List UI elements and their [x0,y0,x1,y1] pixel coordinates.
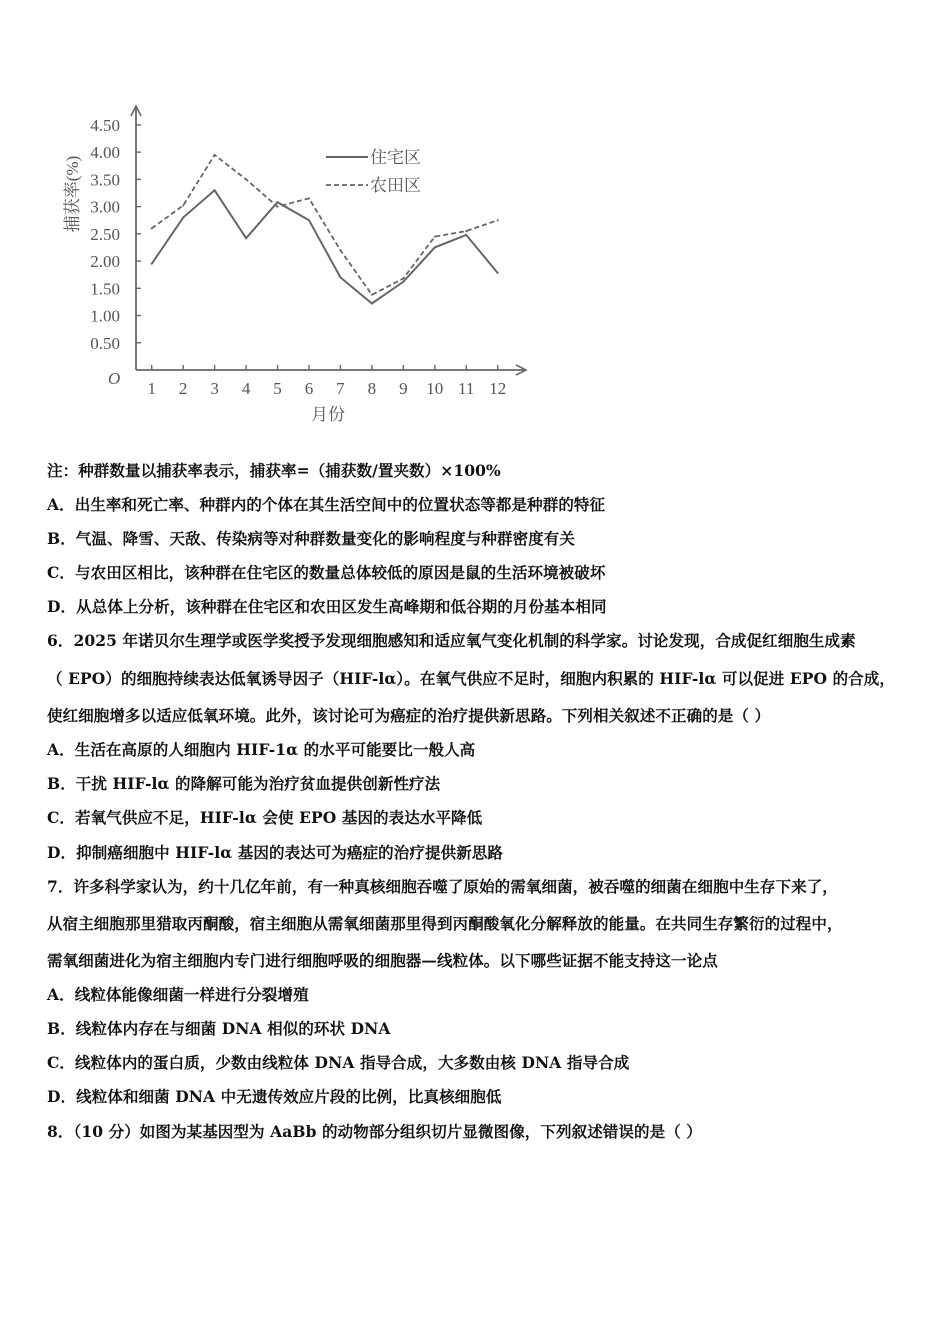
data-point [434,236,436,238]
data-point [339,276,341,278]
question-6-stem-line-1: 6．2025 年诺贝尔生理学或医学奖授予发现细胞感知和适应氧气变化机制的科学家。讨论发现，合成促红细胞生成素 [47,631,856,650]
x-tick-label: 9 [399,379,408,398]
x-tick-labels [147,379,506,398]
x-tick-label: 6 [304,379,314,398]
option-6a: A．生活在高原的人细胞内 HIF-1α 的水平可能要比一般人高 [47,740,476,759]
x-tick-label: 10 [426,379,444,398]
data-point [277,201,279,203]
x-tick-label: 7 [336,379,345,398]
formula-note: 注：种群数量以捕获率表示，捕获率=（捕获数/置夹数）×100% [47,461,501,480]
data-point [151,263,153,265]
option-7b: B．线粒体内存在与细菌 DNA 相似的环状 DNA [47,1019,391,1038]
y-axis-label: 捕获率(%) [63,155,82,233]
data-point [182,205,184,207]
y-tick-label: 2.00 [90,252,120,272]
chart-legend [326,148,421,195]
question-7-stem-line-1: 7．许多科学家认为，约十几亿年前，有一种真核细胞吞噬了原始的需氧细菌，被吞噬的细菌在细胞中生存下来了， [47,877,838,896]
series-line-residential [152,190,498,303]
data-point [371,303,373,305]
chart-series [151,154,499,305]
x-tick-label: 8 [367,379,377,398]
y-tick-label: 4.50 [90,115,120,135]
y-tick-label: 3.00 [90,197,120,217]
y-tick-label: 3.50 [90,170,120,190]
y-tick-label: 4.00 [90,143,120,163]
data-point [402,278,404,280]
origin-label: O [108,369,121,388]
data-point [245,237,247,239]
data-point [245,178,247,180]
option-6c: C．若氧气供应不足，HIF-lα 会使 EPO 基因的表达水平降低 [47,808,483,827]
option-5d: D．从总体上分析，该种群在住宅区和农田区发生高峰期和低谷期的月份基本相同 [47,597,607,616]
legend-label: 住宅区 [370,148,421,167]
option-5c: C．与农田区相比，该种群在住宅区的数量总体较低的原因是鼠的生活环境被破坏 [47,563,606,582]
option-6b: B．干扰 HIF-lα 的降解可能为治疗贫血提供创新性疗法 [47,774,441,793]
question-7-stem-line-2: 从宿主细胞那里猎取丙酮酸，宿主细胞从需氧细菌那里得到丙酮酸氧化分解释放的能量。在共同生存繁衍的过程中， [47,914,843,933]
y-tick-label: 1.00 [90,306,120,326]
question-6-stem-line-2: （ EPO）的细胞持续表达低氧诱导因子（HIF-lα）。在氧气供应不足时，细胞内积累的 HIF-lα 可以促进 EPO 的合成， [47,669,895,688]
question-6-stem-line-3: 使红细胞增多以适应低氧环境。此外，该讨论可为癌症的治疗提供新思路。下列相关叙述不正确的是（ ） [47,706,771,725]
data-point [465,234,467,236]
x-tick-label: 1 [147,379,156,398]
x-tick-label: 11 [458,379,475,398]
option-5a: A．出生率和死亡率、种群内的个体在其生活空间中的位置状态等都是种群的特征 [47,495,606,514]
option-7a: A．线粒体能像细菌一样进行分裂增殖 [47,985,309,1004]
x-tick-label: 4 [241,379,251,398]
question-7-stem-line-3: 需氧细菌进化为宿主细胞内专门进行细胞呼吸的细胞器—线粒体。以下哪些证据不能支持这一论点 [47,951,718,970]
y-tick-label: 1.50 [90,279,120,299]
data-point [497,219,499,221]
x-tick-label: 2 [178,379,188,398]
y-tick-label: 0.50 [90,333,120,353]
data-point [371,294,373,296]
x-tick-label: 3 [210,379,219,398]
data-point [277,206,279,208]
y-tick-label: 2.50 [90,224,120,244]
data-point [182,217,184,219]
x-tick-label: 12 [489,379,507,398]
data-point [308,197,310,199]
option-6d: D．抑制癌细胞中 HIF-lα 基因的表达可为癌症的治疗提供新思路 [47,843,503,862]
data-point [497,272,499,274]
series-line-farmland [152,155,498,295]
question-8-stem: 8．（10 分）如图为某基因型为 AaBb 的动物部分组织切片显微图像，下列叙述错误的是（ ） [47,1122,702,1141]
data-point [339,249,341,251]
x-tick-label: 5 [273,379,282,398]
data-point [402,281,404,283]
legend-label: 农田区 [370,176,421,195]
y-tick-labels [90,116,120,353]
data-point [214,189,216,191]
chart-axes [131,106,526,375]
option-7d: D．线粒体和细菌 DNA 中无遗传效应片段的比例，比真核细胞低 [47,1087,502,1106]
data-point [151,227,153,229]
x-axis-label: 月份 [311,405,345,424]
data-point [214,154,216,156]
capture-rate-chart [56,96,556,428]
data-point [434,246,436,248]
option-7c: C．线粒体内的蛋白质，少数由线粒体 DNA 指导合成，大多数由核 DNA 指导合成 [47,1053,630,1072]
option-5b: B．气温、降雪、天敌、传染病等对种群数量变化的影响程度与种群密度有关 [47,529,576,548]
data-point [465,230,467,232]
data-point [308,219,310,221]
